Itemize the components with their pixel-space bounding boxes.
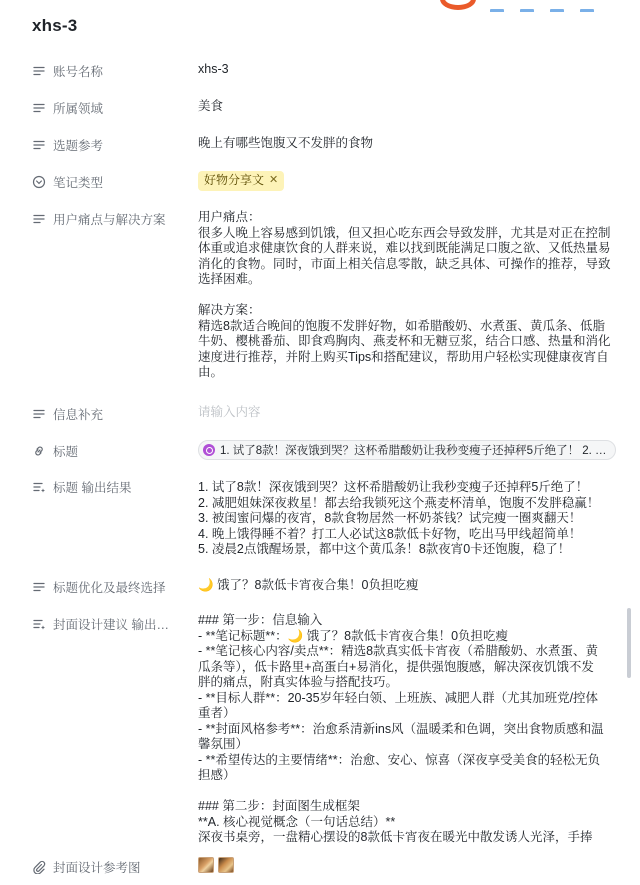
lines-icon	[32, 138, 46, 152]
ai-lines-icon	[32, 617, 46, 631]
link-icon	[32, 444, 46, 458]
remove-tag-icon[interactable]: ✕	[269, 174, 279, 187]
paperclip-icon	[32, 860, 46, 874]
cover-ref-attachments	[198, 857, 238, 873]
lines-icon	[32, 101, 46, 115]
field-label: 所属领域	[32, 99, 192, 117]
note-type-tag[interactable]: 好物分享文 ✕	[198, 171, 284, 191]
field-label: 标题	[32, 442, 192, 460]
brand-logo-icon	[440, 0, 476, 10]
record-title: xhs-3	[32, 16, 78, 35]
cover-design-scrollbar[interactable]	[627, 608, 631, 678]
field-label: 封面设计参考图	[32, 858, 192, 876]
title-final-value[interactable]: 🌙 饿了？8款低卡宵夜合集！0负担吃瘦	[198, 578, 419, 592]
ai-lines-icon	[32, 480, 46, 494]
lines-icon	[32, 580, 46, 594]
info-supplement-input[interactable]: 请输入内容	[198, 405, 261, 419]
note-type-value[interactable]	[198, 171, 616, 191]
attachment-thumbnail[interactable]	[218, 857, 234, 873]
title-output-value[interactable]: 1. 试了8款！深夜饿到哭？这杯希腊酸奶让我秒变瘦子还掉秤5斤绝了！ 2. 减肥姐妹深夜救星！都去给我锁死这个燕麦杯清单，饱腹不发胖稳赢！ 3. 被闺蜜问爆的夜宵，8款食物居然一杯奶茶钱？试完瘦一圈爽翻天！ 4. 晚上饿得睡不着？打工人必试这8款低卡好物，吃出马甲线超简单！ 5. 凌晨2点饿醒场景，都中这个黄瓜条！8款夜宵0卡还饱腹，稳了！	[198, 480, 600, 556]
pain-points-value[interactable]: 用户痛点： 很多人晚上容易感到饥饿，但又担心吃东西会导致发胖，尤其是对正在控制体重或追求健康饮食的人群来说，难以找到既能满足口腹之欲、又低热量易消化的食物。同时，市面上相关信息零散，缺乏具体、可操作的推荐，导致选择困难。 解决方案： 精选8款适合晚间的饱腹不发胖好物，如希腊酸奶、水煮蛋、黄瓜条、低脂牛奶、樱桃番茄、即食鸡胸肉、燕麦杯和无糖豆浆，结合口感、热量和消化速度进行推荐，并附上购买Tips和搭配建议，帮助用户轻松实现健康夜宵自由。	[198, 210, 611, 379]
account-name-value[interactable]: xhs-3	[198, 62, 229, 76]
field-label: 信息补充	[32, 405, 192, 423]
field-label: 笔记类型	[32, 173, 192, 191]
cover-design-value[interactable]: ### 第一步：信息输入 - **笔记标题**：🌙 饿了？8款低卡宵夜合集！0负担吃瘦 - **笔记核心内容/卖点**：精选8款真实低卡宵夜（希腊酸奶、水煮蛋、黄瓜条等），低卡路里+高蛋白+易消化，提供强饱腹感，解决深夜饥饿不发胖的痛点，附真实体验与搭配技巧。 - **目标人群**：20-35岁年轻白领、上班族、减肥人群（尤其加班党/控体重者） - **封面风格参考**：治愈系清新ins风（温暖柔和色调，突出食物质感和温馨氛围） - **希望传达的主要情绪**：治愈、安心、惊喜（深夜享受美食的轻松无负担感） ### 第二步：封面图生成框架 **A. 核心视觉概念（一句话总结）** 深夜书桌旁，一盘精心摆设的8款低卡宵夜在暖光中散发诱人光泽，手捧	[198, 613, 604, 844]
lines-icon	[32, 64, 46, 78]
top-toolbar-icons	[490, 0, 630, 6]
domain-value[interactable]: 美食	[198, 99, 224, 113]
field-label: 用户痛点与解决方案	[32, 210, 192, 228]
field-label: 选题参考	[32, 136, 192, 154]
topic-ref-value[interactable]: 晚上有哪些饱腹又不发胖的食物	[198, 136, 374, 150]
lines-icon	[32, 212, 46, 226]
field-label: 标题优化及最终选择	[32, 578, 192, 596]
field-label: 标题 输出结果	[32, 478, 192, 496]
chevron-circle-icon	[32, 175, 46, 189]
title-link-chip[interactable]: 1. 试了8款！深夜饿到哭？这杯希腊酸奶让我秒变瘦子还掉秤5斤绝了！ 2. …	[198, 440, 616, 460]
field-label: 账号名称	[32, 62, 192, 80]
field-label: 封面设计建议 输出…	[32, 615, 192, 633]
lines-icon	[32, 407, 46, 421]
attachment-thumbnail[interactable]	[198, 857, 214, 873]
linked-record-icon	[203, 444, 215, 456]
top-logo-strip	[430, 0, 640, 12]
